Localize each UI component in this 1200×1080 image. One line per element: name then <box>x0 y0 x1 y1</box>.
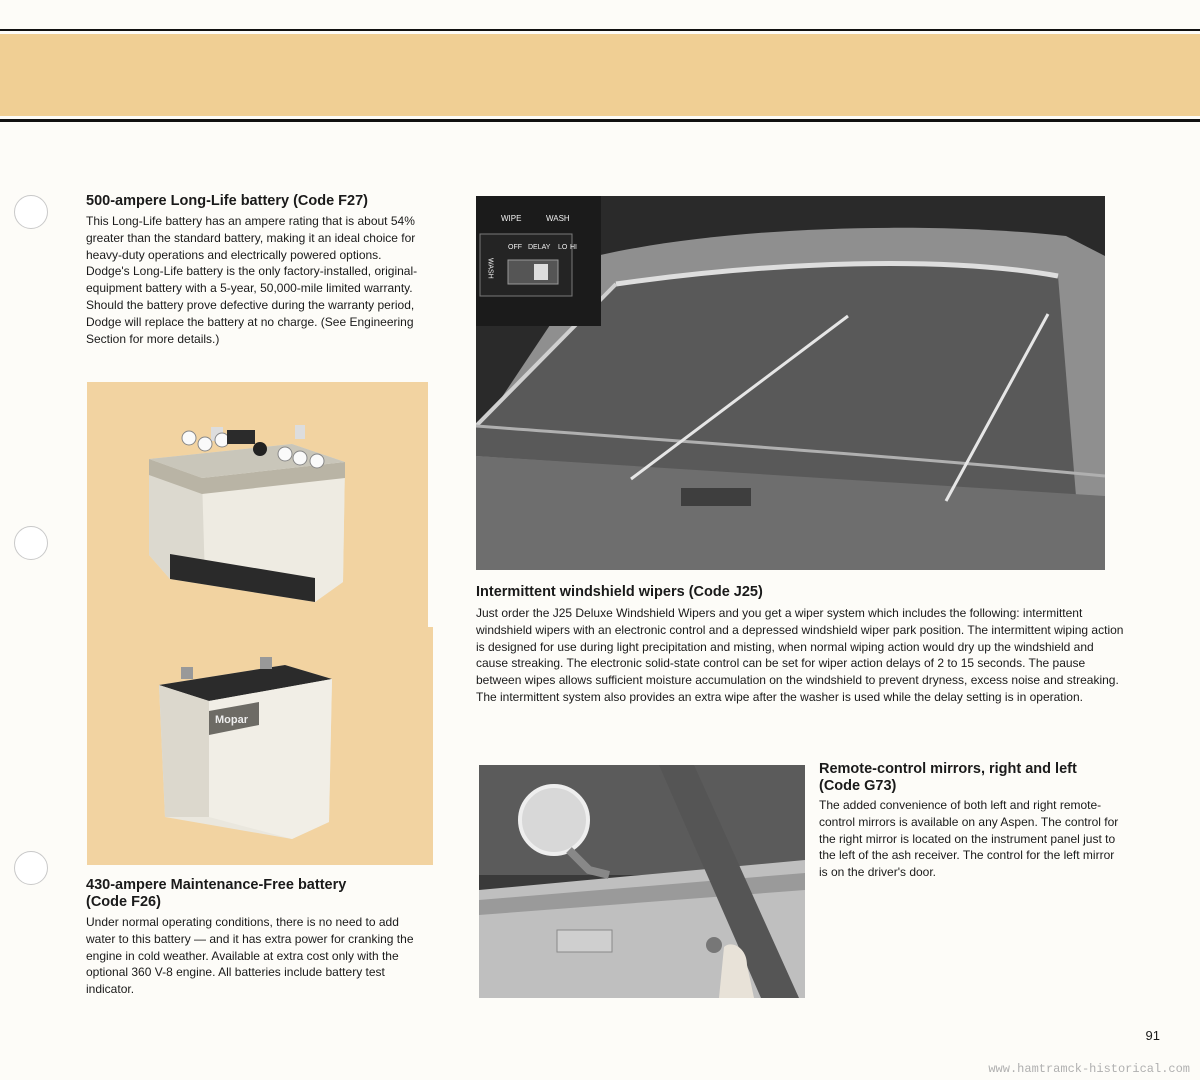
punch-hole-top <box>14 195 48 229</box>
battery-f26-heading: 430-ampere Maintenance-Free battery (Code F26) <box>86 877 347 910</box>
battery-f27-body: This Long-Life battery has an ampere rating that is about 54% greater than the standard battery, making it an ideal choice for heavy-duty operations and electrically powered options. Dodge's Long-Life battery is the only factory-installed, original-equipment battery with a 5-year, 50,000-mile limited warranty. Should the battery prove defective during the warranty period, Dodge will replace the battery at no charge. (See Engineering Section for more details.) <box>86 214 418 346</box>
mirrors-g73-heading: Remote-control mirrors, right and left (Code G73) <box>819 761 1077 794</box>
delay-label: DELAY <box>528 244 551 251</box>
remote-control-mirror-photo <box>479 765 805 998</box>
hi-label: HI <box>570 244 577 251</box>
maintenance-free-battery-photo <box>87 627 433 865</box>
lo-label: LO <box>558 244 568 251</box>
battery-brand-label: Mopar <box>215 714 248 726</box>
wash-vertical-label: WASH <box>486 258 494 279</box>
mirrors-g73-body: The added convenience of both left and right remote-control mirrors is available on any Aspen. The control for the right mirror is located on the instrument panel just to the left of the ash receiver. The control for the left mirror is on the driver's door. <box>819 798 1119 880</box>
battery-f26-body: Under normal operating conditions, there is no need to add water to this battery — and it has extra power for cranking the engine in cold weather. Available at extra cost only with the optional 360 V-8 engine. All batteries include battery test indicator. <box>86 915 414 997</box>
off-label: OFF <box>508 244 522 251</box>
punch-hole-middle <box>14 526 48 560</box>
header-band <box>0 34 1200 116</box>
battery-f27-heading: 500-ampere Long-Life battery (Code F27) <box>86 193 368 209</box>
page-number: 91 <box>1145 1028 1160 1043</box>
punch-hole-bottom <box>14 851 48 885</box>
windshield-wipers-photo <box>476 196 1105 570</box>
top-rule <box>0 29 1200 31</box>
long-life-battery-photo <box>87 382 428 627</box>
wipers-j25-heading: Intermittent windshield wipers (Code J25) <box>476 584 763 600</box>
wipe-label: WIPE <box>501 214 522 223</box>
wash-label: WASH <box>546 214 570 223</box>
wipers-j25-body: Just order the J25 Deluxe Windshield Wipers and you get a wiper system which includes the following: intermittent windshield wipers with an electronic control and a depressed windshield wiper park position. The intermittent wiping action is designed for use during light precipitation and misting, when normal wiping action would dry up the windshield and cause streaking. The electronic solid-state control can be set for wiper action delays of 2 to 15 seconds. The pause between wipes allows sufficient moisture accumulation on the windshield to prevent dryness, excess noise and streaking. The intermittent system also provides an extra wipe after the washer is used while the delay setting is in operation. <box>476 606 1124 704</box>
header-rule <box>0 119 1200 122</box>
watermark: www.hamtramck-historical.com <box>988 1062 1190 1076</box>
